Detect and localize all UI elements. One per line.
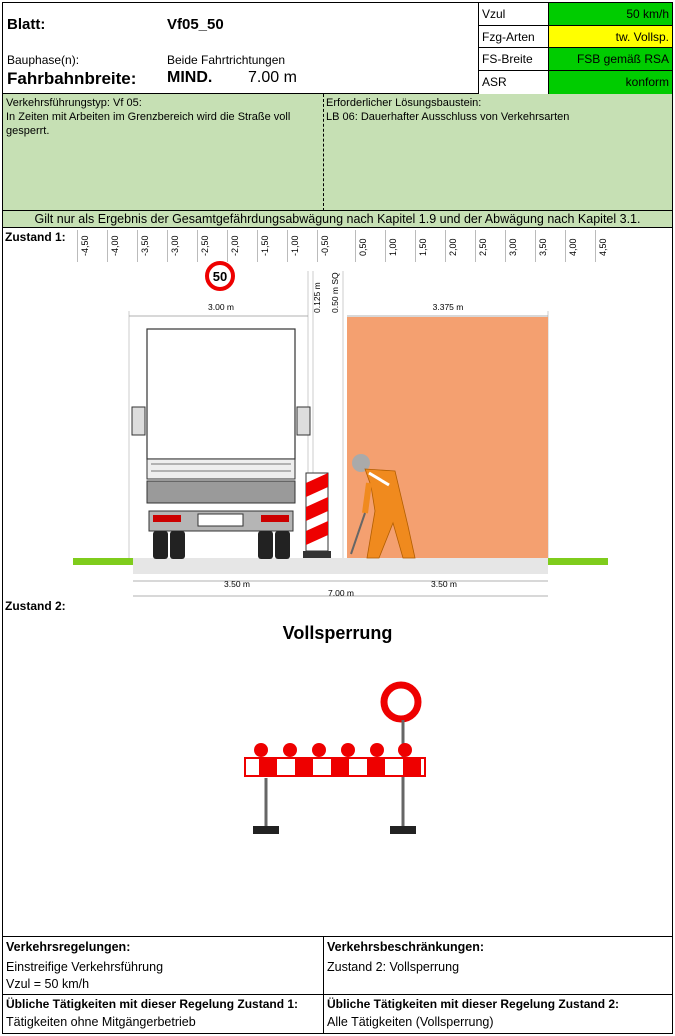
bauphase-label: Bauphase(n): xyxy=(7,53,80,67)
scale-tick: -4,50 xyxy=(77,230,107,262)
scale-tick: -0,50 xyxy=(317,230,347,262)
dim-truck-width: 3.00 m xyxy=(208,302,234,312)
vf-type-title: Verkehrsführungstyp: Vf 05: xyxy=(6,97,142,109)
mind-label: MIND. xyxy=(167,69,213,86)
verge-right xyxy=(548,558,608,565)
fahrbahnbreite-label: Fahrbahnbreite: xyxy=(7,69,137,88)
scale-tick: 1,00 xyxy=(385,230,415,262)
vf-type-text: In Zeiten mit Arbeiten im Grenzbereich wird die Straße voll gesperrt. xyxy=(6,111,291,137)
dim-lane-right: 3.50 m xyxy=(431,579,457,589)
beschraenkungen-title: Verkehrsbeschränkungen: xyxy=(327,940,485,954)
gilt-note: Gilt nur als Ergebnis der Gesamtgefährdungsabwägung nach Kapitel 1.9 und der Abwägung nach Kapitel 3.1. xyxy=(3,211,672,228)
taetigkeiten1-title: Übliche Tätigkeiten mit dieser Regelung Zustand 1: xyxy=(6,997,299,1011)
zustand1-label: Zustand 1: xyxy=(5,230,66,244)
dim-lane-left: 3.50 m xyxy=(224,579,250,589)
scale-tick: -3,50 xyxy=(137,230,167,262)
scale-tick: 3,50 xyxy=(535,230,565,262)
blatt-label: Blatt: xyxy=(7,16,46,33)
taetigkeiten1-text: Tätigkeiten ohne Mitgängerbetrieb xyxy=(6,1015,196,1029)
vollsperrung-title: Vollsperrung xyxy=(282,623,393,643)
scale-tick: -2,50 xyxy=(197,230,227,262)
loesungsbaustein-title: Erforderlicher Lösungsbaustein: xyxy=(326,97,482,109)
scale-tick: -1,50 xyxy=(257,230,287,262)
param-value: FSB gemäß RSA xyxy=(548,48,672,70)
scale-tick: -2,00 xyxy=(227,230,257,262)
blatt-value: Vf05_50 xyxy=(167,16,224,33)
param-key: FS-Breite xyxy=(482,52,533,66)
truck-icon xyxy=(132,329,310,559)
scale-tick: 4,00 xyxy=(565,230,595,262)
scale-tick: -4,00 xyxy=(107,230,137,262)
param-value: tw. Vollsp. xyxy=(548,26,672,48)
verkehrsregelungen-line2: Vzul = 50 km/h xyxy=(6,977,90,991)
verkehrsregelungen-title: Verkehrsregelungen: xyxy=(6,940,131,954)
header-left xyxy=(3,3,479,94)
scale-tick: 4,50 xyxy=(595,230,625,262)
scale-tick: 3,00 xyxy=(505,230,535,262)
taetigkeiten2-title: Übliche Tätigkeiten mit dieser Regelung Zustand 2: xyxy=(327,997,620,1011)
verge-left xyxy=(73,558,135,565)
verkehrsregelungen-line1: Einstreifige Verkehrsführung xyxy=(6,960,164,974)
scale-tick: 2,50 xyxy=(475,230,505,262)
param-key: Fzg-Arten xyxy=(482,29,535,44)
scale-tick: 2,00 xyxy=(445,230,475,262)
param-row-vzul xyxy=(479,3,672,26)
dim-gap: 0.125 m xyxy=(312,282,322,313)
road-closure-barrier-icon xyxy=(233,678,433,843)
fahrbahnbreite-value: 7.00 m xyxy=(248,69,297,86)
param-value: konform xyxy=(548,71,672,95)
param-key: ASR xyxy=(482,74,507,89)
sheet xyxy=(2,2,673,1034)
scale-tick: -3,00 xyxy=(167,230,197,262)
param-value: 50 km/h xyxy=(548,3,672,25)
taetigkeiten2-text: Alle Tätigkeiten (Vollsperrung) xyxy=(327,1015,494,1029)
param-row-fs-breite xyxy=(479,48,672,71)
road-surface xyxy=(133,558,548,574)
loesungsbaustein-text: LB 06: Dauerhafter Ausschluss von Verkehrsarten xyxy=(326,111,570,123)
dim-sq: 0.50 m SQ xyxy=(330,272,340,313)
speed-limit-sign-icon xyxy=(207,263,233,289)
bauphase-value: Beide Fahrtrichtungen xyxy=(167,53,286,67)
parameter-table xyxy=(479,3,672,94)
param-key: Vzul xyxy=(482,7,506,21)
scale-tick: -1,00 xyxy=(287,230,317,262)
dim-total: 7.00 m xyxy=(328,588,354,598)
scale-tick: 1,50 xyxy=(415,230,445,262)
zustand1-cross-section xyxy=(3,261,672,606)
param-row-fzg-arten xyxy=(479,26,672,49)
zustand2-label: Zustand 2: xyxy=(5,599,66,613)
speed-sign-text: 50 xyxy=(212,269,228,284)
info-divider xyxy=(323,94,324,211)
dim-work-width: 3.375 m xyxy=(432,302,464,312)
param-row-asr xyxy=(479,71,672,95)
warning-beacon-icon xyxy=(303,473,331,558)
scale-tick: 0,50 xyxy=(355,230,385,262)
beschraenkungen-line1: Zustand 2: Vollsperrung xyxy=(327,960,460,974)
